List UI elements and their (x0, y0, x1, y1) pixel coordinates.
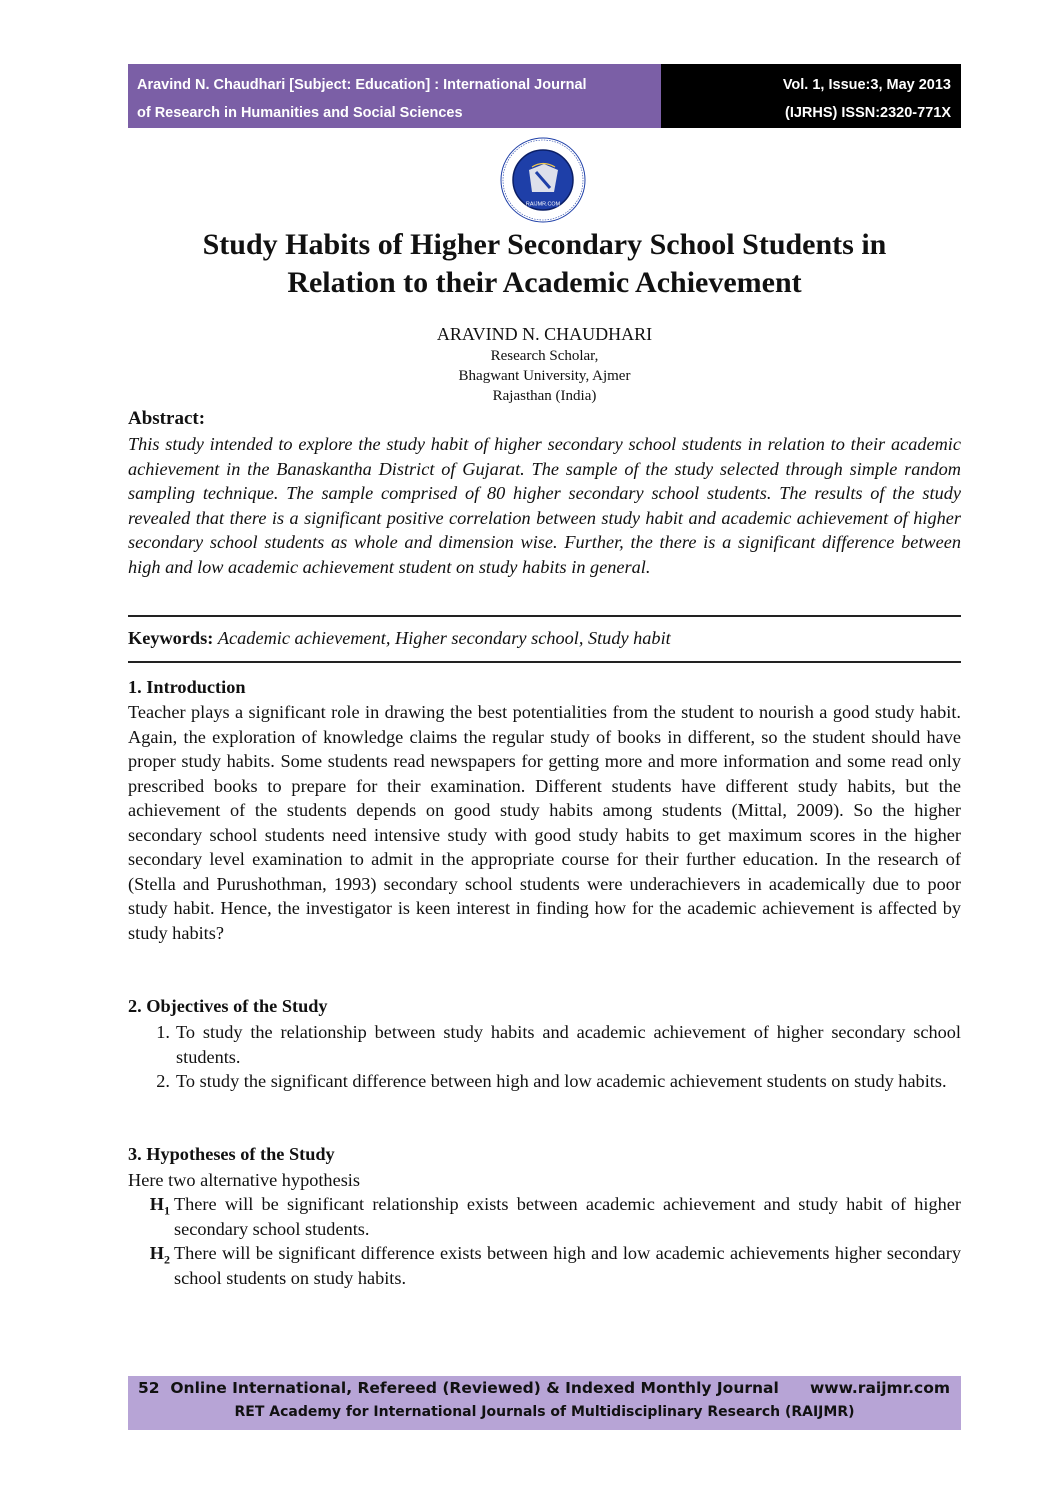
header-issue-info (661, 64, 961, 128)
keywords-line (128, 628, 961, 649)
objectives-heading: 2. Objectives of the Study (128, 996, 328, 1016)
paper-title (128, 226, 961, 302)
raijmr-logo-icon (492, 136, 594, 224)
affiliation-line2: Bhagwant University, Ajmer (458, 368, 631, 384)
hypothesis-label: $H_1$ (149, 1194, 170, 1218)
hypothesis-text: There will be significant difference exists between high and low academic achievements higher secondary school students on study habits. (174, 1243, 961, 1288)
title-line2: Relation to their Academic Achievement (287, 266, 802, 299)
objective-number: 2. (156, 1071, 170, 1091)
footer-journal (138, 1379, 779, 1397)
hypothesis-label: $H_2$ (149, 1243, 170, 1267)
header-right-line1: Vol. 1, Issue:3, May 2013 (782, 77, 951, 93)
objective-text: To study the significant difference between high and low academic achievement students on study habits. (176, 1071, 947, 1091)
page-footer (128, 1376, 961, 1430)
hypothesis-text: There will be significant relationship exists between academic achievement and study habit of higher secondary school students. (174, 1194, 961, 1239)
introduction-heading: 1. Introduction (128, 677, 246, 697)
author-block (128, 322, 961, 406)
hypotheses-intro: Here two alternative hypothesis (128, 1170, 360, 1190)
objective-text: To study the relationship between study habits and academic achievement of higher secondary school students. (176, 1022, 961, 1067)
affiliation-line1: Research Scholar, (490, 348, 599, 364)
objective-item (128, 1069, 961, 1094)
objective-item (128, 1020, 961, 1069)
footer-row1 (138, 1379, 950, 1397)
introduction-text: Teacher plays a significant role in drawing the best potentialities from the student to nourish a good study habit. Again, the exploration of knowledge claims the regular study of books in different, so the student should have proper study habits. Some students read newspapers for getting more and more information and some read only prescribed books to prepare for their examination. Different students have different study habits, but the achievement of the students depends on good study habits among students (Mittal, 2009). So the higher secondary school students need intensive study with good study habits to get maximum scores in the higher secondary level examination to admit in the appropriate course for their further education. In the research of (Stella and Purushothman, 1993) secondary school students were underachievers in academically due to poor study habit. Hence, the investigator is keen interest in finding how for the academic achievement is affected by study habits? (128, 702, 961, 943)
hypothesis-item (128, 1241, 961, 1290)
page-number: 52 (138, 1379, 160, 1397)
abstract-text: This study intended to explore the study habit of higher secondary school students in relation to their academic achievement in the Banaskantha District of Gujarat. The sample of the study selected through simple random sampling technique. The sample comprised of 80 higher secondary school students. The results of the study revealed that there is a significant positive correlation between study habit and academic achievement of higher secondary school students as whole and dimension wise. Further, the there is a significant difference between high and low academic achievement student on study habits in general. (128, 434, 961, 577)
header-journal-info (128, 64, 661, 128)
journal-header (128, 64, 961, 128)
footer-academy-line: RET Academy for International Journals of Multidisciplinary Research (RAIJMR) (234, 1404, 855, 1420)
title-line1: Study Habits of Higher Secondary School Students in (202, 228, 887, 261)
logo-text: RAIJMR.COM (525, 201, 561, 208)
objectives-list (128, 1020, 961, 1094)
keywords-label: Keywords: (128, 628, 214, 648)
hypothesis-item (128, 1192, 961, 1241)
hypotheses-heading: 3. Hypotheses of the Study (128, 1144, 335, 1164)
affiliation-line3: Rajasthan (India) (492, 388, 597, 404)
hypotheses-list (128, 1192, 961, 1290)
objective-number: 1. (156, 1022, 170, 1042)
header-left-line1: Aravind N. Chaudhari [Subject: Education] : International Journal (137, 77, 587, 93)
author-name: ARAVIND N. CHAUDHARI (436, 324, 653, 344)
footer-journal-line: Online International, Refereed (Reviewed) & Indexed Monthly Journal (170, 1379, 779, 1397)
footer-website: www.raijmr.com (809, 1379, 950, 1397)
header-left-line2: of Research in Humanities and Social Sciences (137, 105, 463, 121)
divider-top (128, 615, 961, 617)
divider-bottom (128, 661, 961, 663)
abstract-heading: Abstract: (128, 408, 206, 429)
keywords-value: Academic achievement, Higher secondary school, Study habit (217, 628, 671, 648)
header-right-line2: (IJRHS) ISSN:2320-771X (784, 105, 951, 121)
